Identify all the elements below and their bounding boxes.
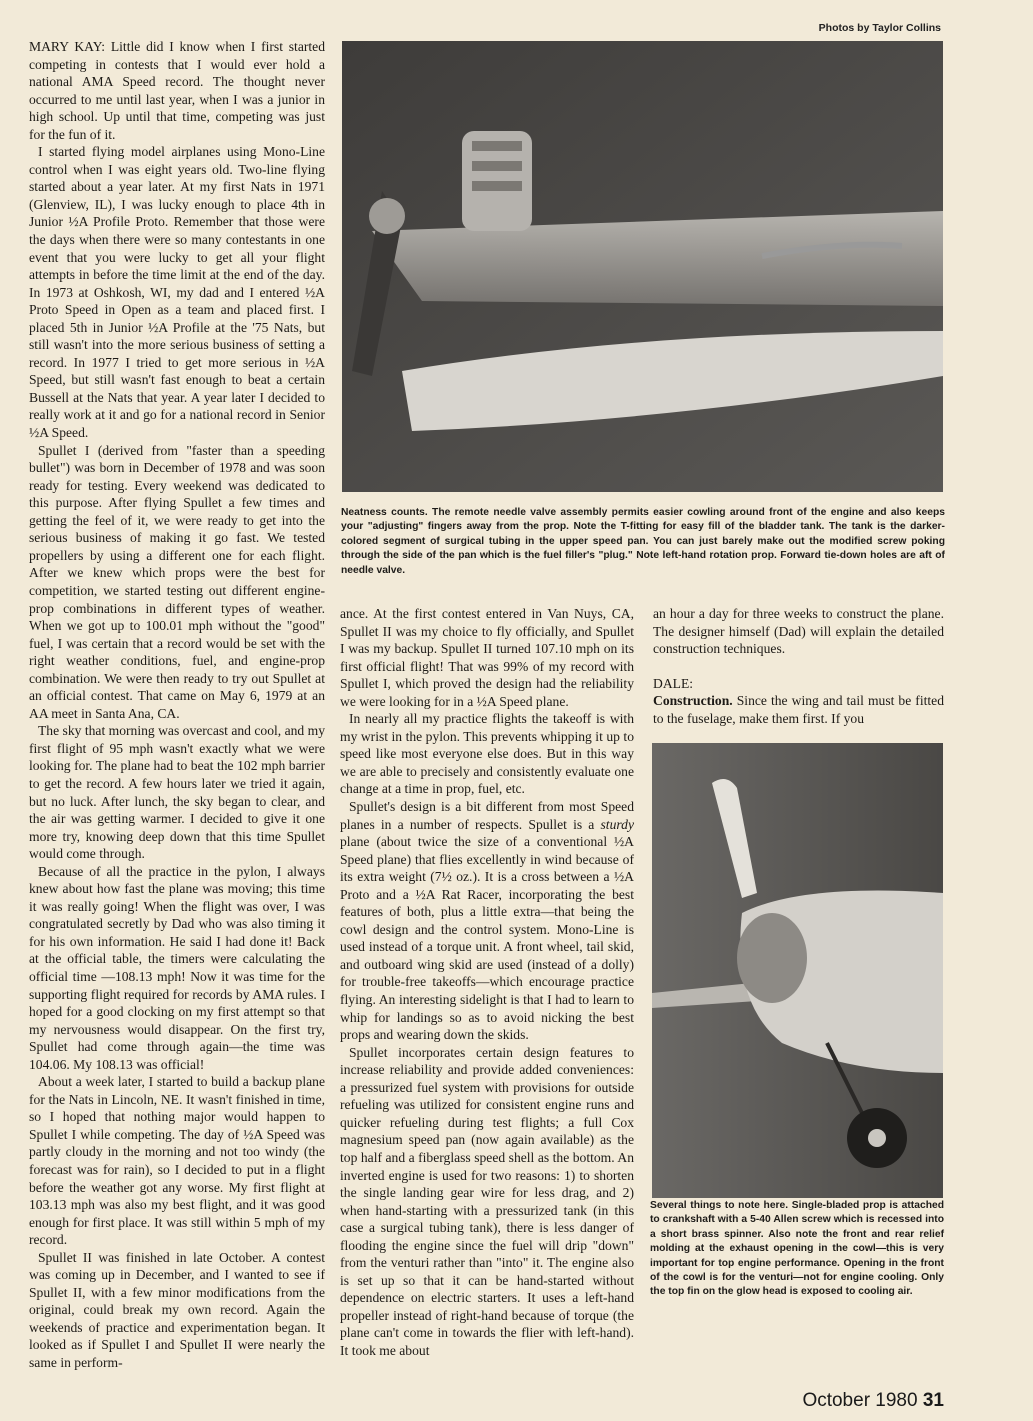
model-plane-nose-photo [652, 743, 943, 1198]
page-number: 31 [922, 1390, 944, 1411]
emphasis: sturdy [600, 816, 634, 832]
text-run: Since the wing and tail must be fitted to the fuselage, make them first. If you [653, 693, 944, 726]
page-folio [802, 1390, 944, 1412]
paragraph: Spullet II was finished in late October. A contest was coming up in December, and I wanted to see if Spullet II, with a few minor modifications from the original, could break my own record. Again the weekends of practice and experimentation began. It looked as if Spullet I and Spullet II were nearly the same in perform- [29, 1249, 325, 1371]
paragraph: Because of all the practice in the pylon, I always knew about how fast the plane was moving; this time it was really going! When the flight was over, I was congratulated secretly by Dad who was also timing it for his own information. He said I had done it! Back at the official table, the timers were calculating the official time —108.13 mph! Now it was time for the supporting flight required for records by AMA rules. I hoped for a good clocking on my first attempt so that my nervousness would disappear. On the first try, Spullet had come through again—the time was 104.06. My 108.13 was official! [29, 863, 325, 1072]
issue-date: October 1980 [802, 1390, 918, 1411]
paragraph: In nearly all my practice flights the takeoff is with my wrist in the pylon. This prevents whipping it up to speed like most everyone else does. But in this way we are able to precisely and consistently evaluate one change at a time in prop, fuel, etc. [340, 711, 634, 797]
paragraph [340, 798, 634, 1044]
paragraph: The sky that morning was overcast and cool, and my first flight of 95 mph wasn't exactly what we were looking for. The plane had to beat the 102 mph barrier to get the record. A few hours later we tried it again, but no luck. After lunch, the sky began to clear, and the air was getting warmer. I decided to give it one more try, knowing deep down that this time Spullet would come through. [29, 723, 325, 862]
paragraph: I started flying model airplanes using Mono-Line control when I was eight years old. Two-line flying started about a year later. At my first Nats in 1971 (Glenview, IL), I was lucky enough to place 4th in Junior ½A Profile Proto. Remember that those were the days when there were so many contestants in one event that you were lucky to get all your flight attempts in before the time limit at the end of the day. In 1973 at Oshkosh, WI, my dad and I entered ½A Proto Speed in Open as a team and placed first. I placed 5th in Junior ½A Profile at the '75 Nats, but still wasn't into the more serious business of setting a record. In 1977 I tried to get more serious in ½A Speed, but still wasn't fast enough to beat a certain Bussell at the Nats that year. A year later I decided to really work at it and go for a national record in Senior ½A Speed. [29, 144, 325, 441]
paragraph: Spullet I (derived from "faster than a speeding bullet") was born in December of 1978 and was soon ready for testing. Every weekend was dedicated to this purpose. After flying Spullet a few times and getting the feel of it, we were ready to get into the serious business of making it go fast. We tested propellers by using a different one for each flight. After we knew which props were the best for competition, we started testing out different engine-prop combinations in different types of weather. When we got up to 100.01 mph without the "good" fuel, I was certain that a record would be set with the right weather conditions, fuel, and engine-prop combination. We were then ready to try out Spullet at an official contest. That came on May 6, 1979 at an AA meet in Santa Ana, CA. [29, 442, 325, 721]
article-column-2 [340, 605, 634, 1360]
engine-speed-pan-photo [342, 41, 943, 492]
photo-caption: Several things to note here. Single-bladed prop is attached to crankshaft with a 5-40 Allen screw which is recessed into a short brass spinner. Also note the front and rear relief molding at the exhaust opening in the cowl—this is very important for top engine performance. Opening in the front of the cowl is for the venturi—not for engine cooling. Only the top fin on the glow head is exposed to cooling air. [650, 1200, 944, 1298]
paragraph: MARY KAY: Little did I know when I first started competing in contests that I would ever hold a national AMA Speed record. The thought never occurred to me until last year, when I was a junior in high school. Up until that time, competing was just for the fun of it. [29, 39, 325, 142]
text-run: Spullet's design is a bit different from most Speed planes in a number of respects. Spullet is a [340, 799, 634, 832]
text-run: plane (about twice the size of a conventional ½A Speed plane) that flies excellently in wind because of its extra weight (7½ oz.). It is a cross between a ½A Proto and a ½A Rat Racer, incorporating the best features of both, plus a little extra—that being the cowl design and the control system. Mono-Line is used instead of a torque unit. A front wheel, tail skid, and outboard wing skid are used (instead of a dolly) for trouble-free takeoffs—which encourage practice flying. An interesting sidelight is that I had to learn to whip for landings so as to avoid nicking the best props and wearing down the skids. [340, 834, 634, 1043]
paragraph: Spullet incorporates certain design features to increase reliability and provide added conveniences: a pressurized fuel system with provisions for outside refueling was utilized for consistent engine runs and quicker refueling during test flights; a full Cox magnesium speed pan (now again available) as the top half and a fiberglass speed shell as the bottom. An inverted engine is used for two reasons: 1) to shorten the single landing gear wire for less drag, and 2) when hand-starting with a pressurized tank (in this case a surgical tubing tank), there is less danger of flooding the engine since the fuel will drip "down" from the venturi rather than "into" it. The engine also is set up so that it can be hand-started without dependence on electric starters. It uses a left-hand propeller instead of right-hand because of torque (the plane can't come in towards the flier with left-hand). It took me about [340, 1044, 634, 1358]
photo-caption: Neatness counts. The remote needle valve assembly permits easier cowling around front of the engine and also keeps your "adjusting" fingers away from the prop. Note the T-fitting for easy fill of the bladder tank. The tank is the darker-colored segment of surgical tubing in the upper speed pan. You can just barely make out the modified screw poking through the side of the pan which is the fuel filler's "plug." Note left-hand rotation prop. Forward tie-down holes are aft of needle valve. [341, 507, 945, 576]
article-column-1 [29, 38, 325, 1372]
paragraph: an hour a day for three weeks to construct the plane. The designer himself (Dad) will explain the detailed construction techniques. [653, 606, 944, 657]
paragraph: About a week later, I started to build a backup plane for the Nats in Lincoln, NE. It wasn't finished in time, so I hoped that nothing major would happen to Spullet I while competing. The day of ½A Speed was partly cloudy in the morning and not too windy (the forecast was for rain), so I decided to put in a flight before the weather got any worse. My first flight at 103.13 mph was also my best flight, and it was good enough for first place. It was still within 5 mph of my record. [29, 1074, 325, 1248]
section-heading: DALE: [653, 675, 694, 691]
run-in-heading: Construction. [653, 693, 733, 709]
paragraph [653, 692, 944, 727]
article-column-3 [653, 605, 944, 727]
photo-credit: Photos by Taylor Collins [818, 22, 941, 34]
paragraph: ance. At the first contest entered in Van Nuys, CA, Spullet II was my choice to fly officially, and Spullet I was my backup. Spullet II turned 107.10 mph on its first official flight! That was 99% of my record with Spullet I, which proved the design had the reliability we were looking for in a ½A Speed plane. [340, 606, 634, 709]
